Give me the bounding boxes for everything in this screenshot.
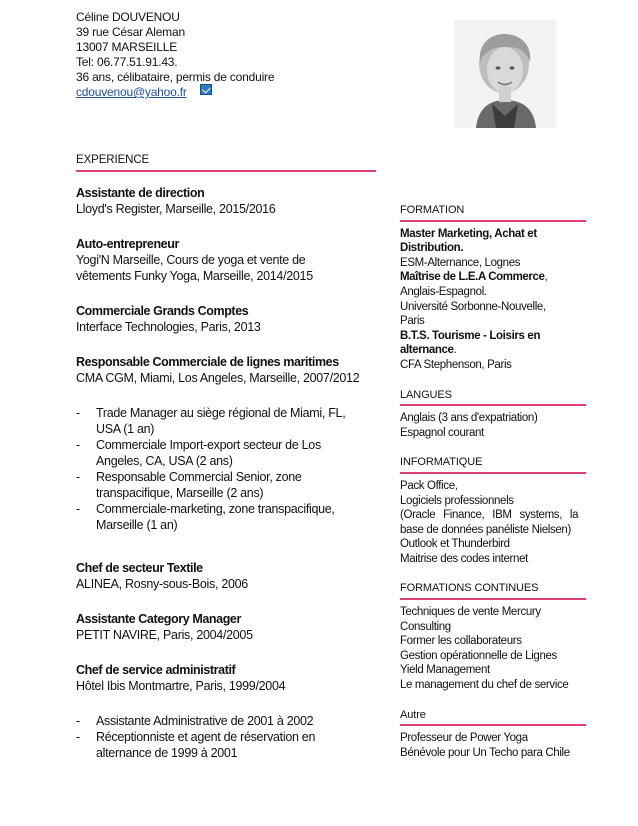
job-detail: Hôtel Ibis Montmartre, Paris, 1999/2004 (76, 679, 286, 693)
role-list (76, 713, 376, 761)
role-item (76, 469, 376, 501)
other-item: Bénévole pour Un Techo para Chile (400, 746, 570, 759)
degree-title: alternance (400, 344, 454, 357)
it-skill-item: Outlook et Thunderbird (400, 538, 510, 551)
job-title: Assistante Category Manager (76, 612, 241, 626)
degree-title: Distribution. (400, 242, 464, 255)
section-divider (76, 170, 376, 172)
job-detail: Yogi'N Marseille, Cours de yoga et vente de (76, 253, 306, 267)
langues-title: LANGUES (400, 388, 452, 401)
job-title: Responsable Commerciale de lignes maritimes (76, 355, 339, 369)
degree-line (400, 270, 586, 285)
role-text: USA (1 an) (96, 422, 155, 436)
job-detail: PETIT NAVIRE, Paris, 2004/2005 (76, 628, 253, 642)
language-item: Espagnol courant (400, 426, 484, 439)
school-name: ESM-Alternance, Lognes (400, 256, 521, 269)
it-skill-item: (Oracle Finance, IBM systems, la (400, 509, 579, 522)
candidate-name: Céline DOUVENOU (76, 10, 180, 24)
experience-title: EXPERIENCE (76, 154, 150, 166)
phone-number: Tel: 06.77.51.91.43. (76, 55, 178, 69)
role-item (76, 713, 376, 729)
training-item: Consulting (400, 620, 451, 633)
punctuation: , (544, 271, 548, 284)
language-item: Anglais (3 ans d'expatriation) (400, 412, 538, 425)
role-text: alternance de 1999 à 2001 (96, 746, 238, 760)
informatique-title: INFORMATIQUE (400, 456, 483, 469)
email-row (76, 85, 274, 100)
sidebar-column (400, 203, 586, 775)
langues-section (400, 388, 586, 441)
role-list (76, 405, 376, 533)
school-name: CFA Stephenson, Paris (400, 358, 512, 371)
role-text: Marseille (1 an) (96, 518, 178, 532)
role-text: - Commerciale-marketing, zone transpacifique, (96, 502, 335, 516)
job-detail: ALINEA, Rosny-sous-Bois, 2006 (76, 577, 248, 591)
formation-title: FORMATION (400, 204, 465, 216)
role-text: - Trade Manager au siège régional de Miami, FL, (96, 406, 346, 420)
job-entry (76, 185, 376, 217)
autre-title: Autre (400, 708, 426, 721)
punctuation: . (453, 344, 457, 357)
portrait-image (454, 20, 556, 128)
section-divider (400, 220, 586, 222)
role-text: - Responsable Commercial Senior, zone (96, 470, 302, 484)
other-item: Professeur de Power Yoga (400, 732, 528, 745)
section-divider (400, 404, 586, 406)
address-city: 13007 MARSEILLE (76, 40, 178, 54)
training-item: Gestion opérationnelle de Lignes (400, 649, 557, 662)
degree-line (400, 343, 586, 358)
contact-header (76, 10, 274, 100)
training-item: Former les collaborateurs (400, 635, 522, 648)
formation-section (400, 203, 586, 373)
job-entry (76, 662, 376, 694)
job-detail: Lloyd's Register, Marseille, 2015/2016 (76, 202, 276, 216)
role-item (76, 729, 376, 761)
job-title: Assistante de direction (76, 186, 205, 200)
job-detail: vêtements Funky Yoga, Marseille, 2014/2015 (76, 269, 313, 283)
job-title: Chef de secteur Textile (76, 561, 203, 575)
envelope-icon[interactable] (200, 84, 212, 95)
it-skill-item: Logiciels professionnels (400, 494, 514, 507)
job-entry (76, 303, 376, 335)
job-entry (76, 560, 376, 592)
role-item (76, 405, 376, 437)
section-divider (400, 472, 586, 474)
degree-title: Master Marketing, Achat et (400, 227, 537, 240)
job-detail: CMA CGM, Miami, Los Angeles, Marseille, 2007/2012 (76, 371, 360, 385)
role-text: Angeles, CA, USA (2 ans) (96, 454, 233, 468)
section-divider (400, 724, 586, 726)
job-title: Chef de service administratif (76, 663, 236, 677)
role-text: - Commerciale Import-export secteur de Los (96, 438, 321, 452)
section-divider (400, 598, 586, 600)
it-skill-item: Pack Office, (400, 479, 458, 492)
job-entry (76, 236, 376, 284)
school-name: Université Sorbonne-Nouvelle, (400, 300, 546, 313)
role-item (76, 501, 376, 533)
formations-continues-section (400, 581, 586, 692)
job-entry (76, 354, 376, 386)
role-item (76, 437, 376, 469)
personal-info: 36 ans, célibataire, permis de conduire (76, 70, 275, 84)
job-title: Commerciale Grands Comptes (76, 304, 249, 318)
role-text: - Réceptionniste et agent de réservation en (96, 730, 316, 744)
experience-section (76, 152, 376, 780)
school-name: Paris (400, 315, 425, 328)
degree-title: B.T.S. Tourisme - Loisirs en (400, 329, 541, 342)
degree-subtitle: Anglais-Espagnol. (400, 285, 487, 298)
informatique-section (400, 455, 586, 566)
role-text: - Assistante Administrative de 2001 à 2002 (96, 714, 314, 728)
job-entry (76, 611, 376, 643)
degree-title: Maîtrise de L.E.A Commerce (400, 271, 545, 284)
it-skill-item: Maitrise des codes internet (400, 552, 528, 565)
address-street: 39 rue César Aleman (76, 25, 185, 39)
email-link[interactable]: cdouvenou@yahoo.fr (76, 85, 187, 99)
profile-photo (454, 20, 556, 128)
job-title: Auto-entrepreneur (76, 237, 179, 251)
it-skill-item: base de données panéliste Nielsen) (400, 523, 571, 536)
training-item: Techniques de vente Mercury (400, 606, 541, 619)
job-detail: Interface Technologies, Paris, 2013 (76, 320, 261, 334)
autre-section (400, 708, 586, 761)
training-item: Yield Management (400, 664, 490, 677)
formations-continues-title: FORMATIONS CONTINUES (400, 582, 539, 595)
training-item: Le management du chef de service (400, 679, 569, 692)
role-text: transpacifique, Marseille (2 ans) (96, 486, 264, 500)
